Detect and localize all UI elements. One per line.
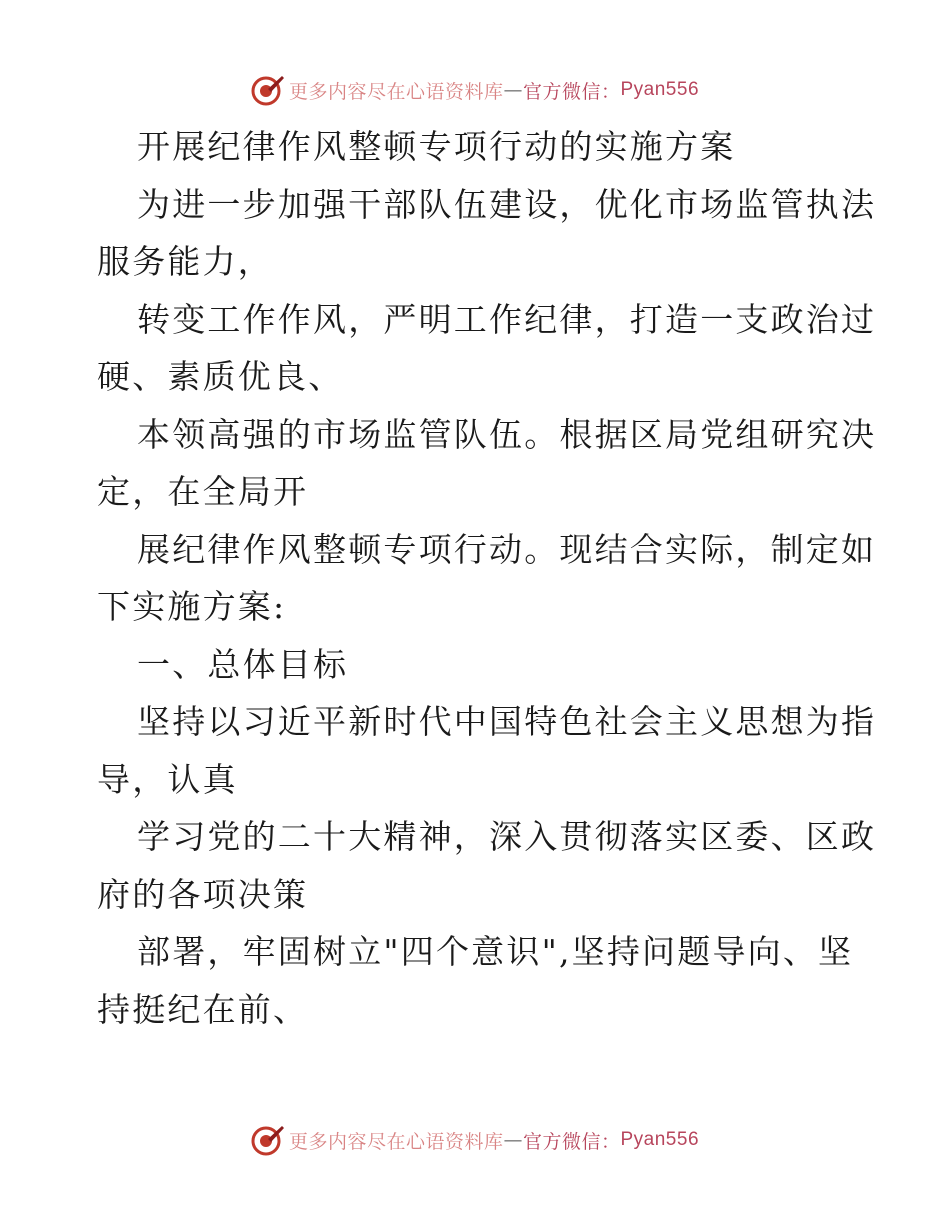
paragraph-line: 转变工作作风，严明工作纪律，打造一支政治过 [137,299,877,339]
watermark-library-text: 更多内容尽在心语资料库 [288,80,504,103]
paragraph-line: 硬、素质优良、 [97,357,344,396]
paragraph-line: 下实施方案: [97,587,287,626]
paragraph-line: 部署，牢固树立"四个意识",坚持问题导向、坚 [137,932,854,971]
document-body [97,118,877,1038]
paragraph-line: 定，在全局开 [97,472,309,511]
watermark-wechat-id: Pyan556 [620,1129,700,1150]
paragraph-line: 为进一步加强干部队伍建设，优化市场监管执法 [137,184,877,224]
watermark-separator: — [503,1129,523,1151]
paragraph-line: 导，认真 [97,759,238,799]
paragraph-line: 持挺纪在前、 [97,989,309,1029]
paragraph-line: 服务能力， [97,242,273,281]
section-heading: 一、总体目标 [137,644,349,684]
watermark-wechat-label: 官方微信： [522,80,621,103]
paragraph-line: 府的各项决策 [97,874,309,914]
watermark-separator: — [503,79,523,101]
paragraph-line: 坚持以习近平新时代中国特色社会主义思想为指 [137,702,877,741]
paragraph-line: 学习党的二十大精神，深入贯彻落实区委、区政 [137,817,877,856]
watermark-wechat-id: Pyan556 [620,79,700,100]
watermark-header [0,70,950,110]
watermark-footer [0,1120,950,1160]
watermark-library-text: 更多内容尽在心语资料库 [288,1130,504,1153]
pen-nib-circle-icon [251,73,285,107]
document-title: 开展纪律作风整顿专项行动的实施方案 [137,127,736,166]
pen-nib-circle-icon [251,1123,285,1157]
paragraph-line: 展纪律作风整顿专项行动。现结合实际，制定如 [137,529,877,569]
watermark-wechat-label: 官方微信： [522,1130,621,1153]
paragraph-line: 本领高强的市场监管队伍。根据区局党组研究决 [137,414,877,454]
